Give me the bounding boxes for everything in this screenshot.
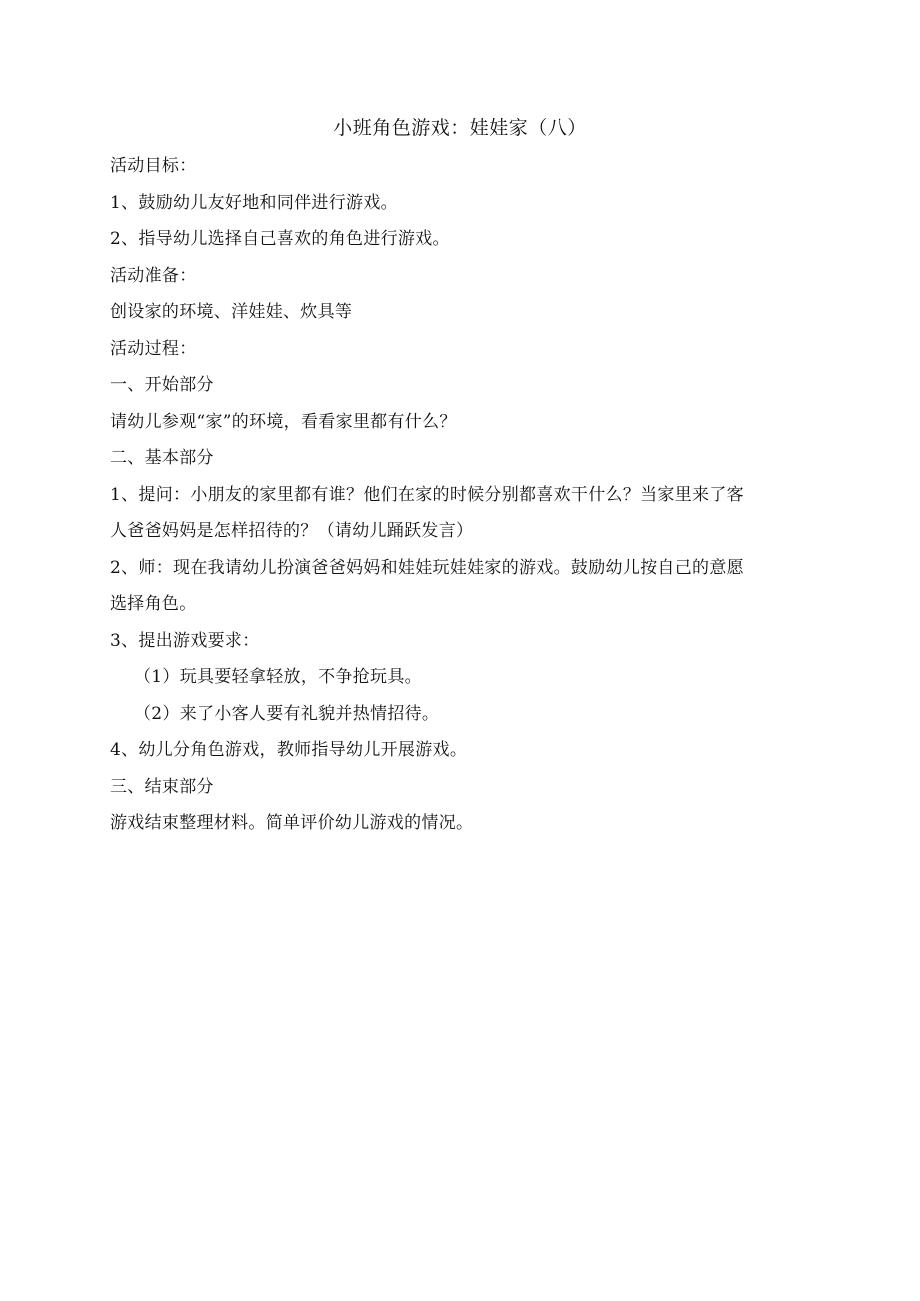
basic-item-2-line-1: 2、师：现在我请幼儿扮演爸爸妈妈和娃娃玩娃娃家的游戏。鼓励幼儿按自己的意愿 bbox=[110, 557, 744, 578]
basic-item-2-line-2: 选择角色。 bbox=[110, 594, 197, 614]
part-heading-basic: 二、基本部分 bbox=[110, 448, 214, 468]
preparation-text: 创设家的环境、洋娃娃、炊具等 bbox=[110, 302, 353, 322]
requirement-2: （2）来了小客人要有礼貌并热情招待。 bbox=[134, 703, 440, 724]
requirement-1: （1）玩具要轻拿轻放，不争抢玩具。 bbox=[134, 667, 422, 687]
start-text: 请幼儿参观“家”的环境，看看家里都有什么？ bbox=[110, 411, 457, 432]
part-heading-end: 三、结束部分 bbox=[110, 776, 214, 797]
end-text: 游戏结束整理材料。简单评价幼儿游戏的情况。 bbox=[110, 813, 474, 833]
basic-item-4: 4、幼儿分角色游戏，教师指导幼儿开展游戏。 bbox=[110, 740, 468, 760]
basic-item-1-line-1: 1、提问：小朋友的家里都有谁？他们在家的时候分别都喜欢干什么？当家里来了客 bbox=[110, 484, 744, 505]
part-heading-start: 一、开始部分 bbox=[110, 375, 214, 395]
goal-item-1: 1、鼓励幼儿友好地和同伴进行游戏。 bbox=[110, 192, 398, 213]
goal-item-2: 2、指导幼儿选择自己喜欢的角色进行游戏。 bbox=[110, 229, 450, 249]
section-heading-preparation: 活动准备： bbox=[110, 265, 197, 286]
section-heading-process: 活动过程： bbox=[110, 338, 197, 359]
basic-item-3: 3、提出游戏要求： bbox=[110, 630, 260, 651]
basic-item-1-line-2: 人爸爸妈妈是怎样招待的？（请幼儿踊跃发言） bbox=[110, 521, 474, 541]
section-heading-goals: 活动目标： bbox=[110, 156, 197, 176]
document-body bbox=[110, 148, 800, 842]
document-title: 小班角色游戏：娃娃家（八） bbox=[333, 117, 587, 139]
